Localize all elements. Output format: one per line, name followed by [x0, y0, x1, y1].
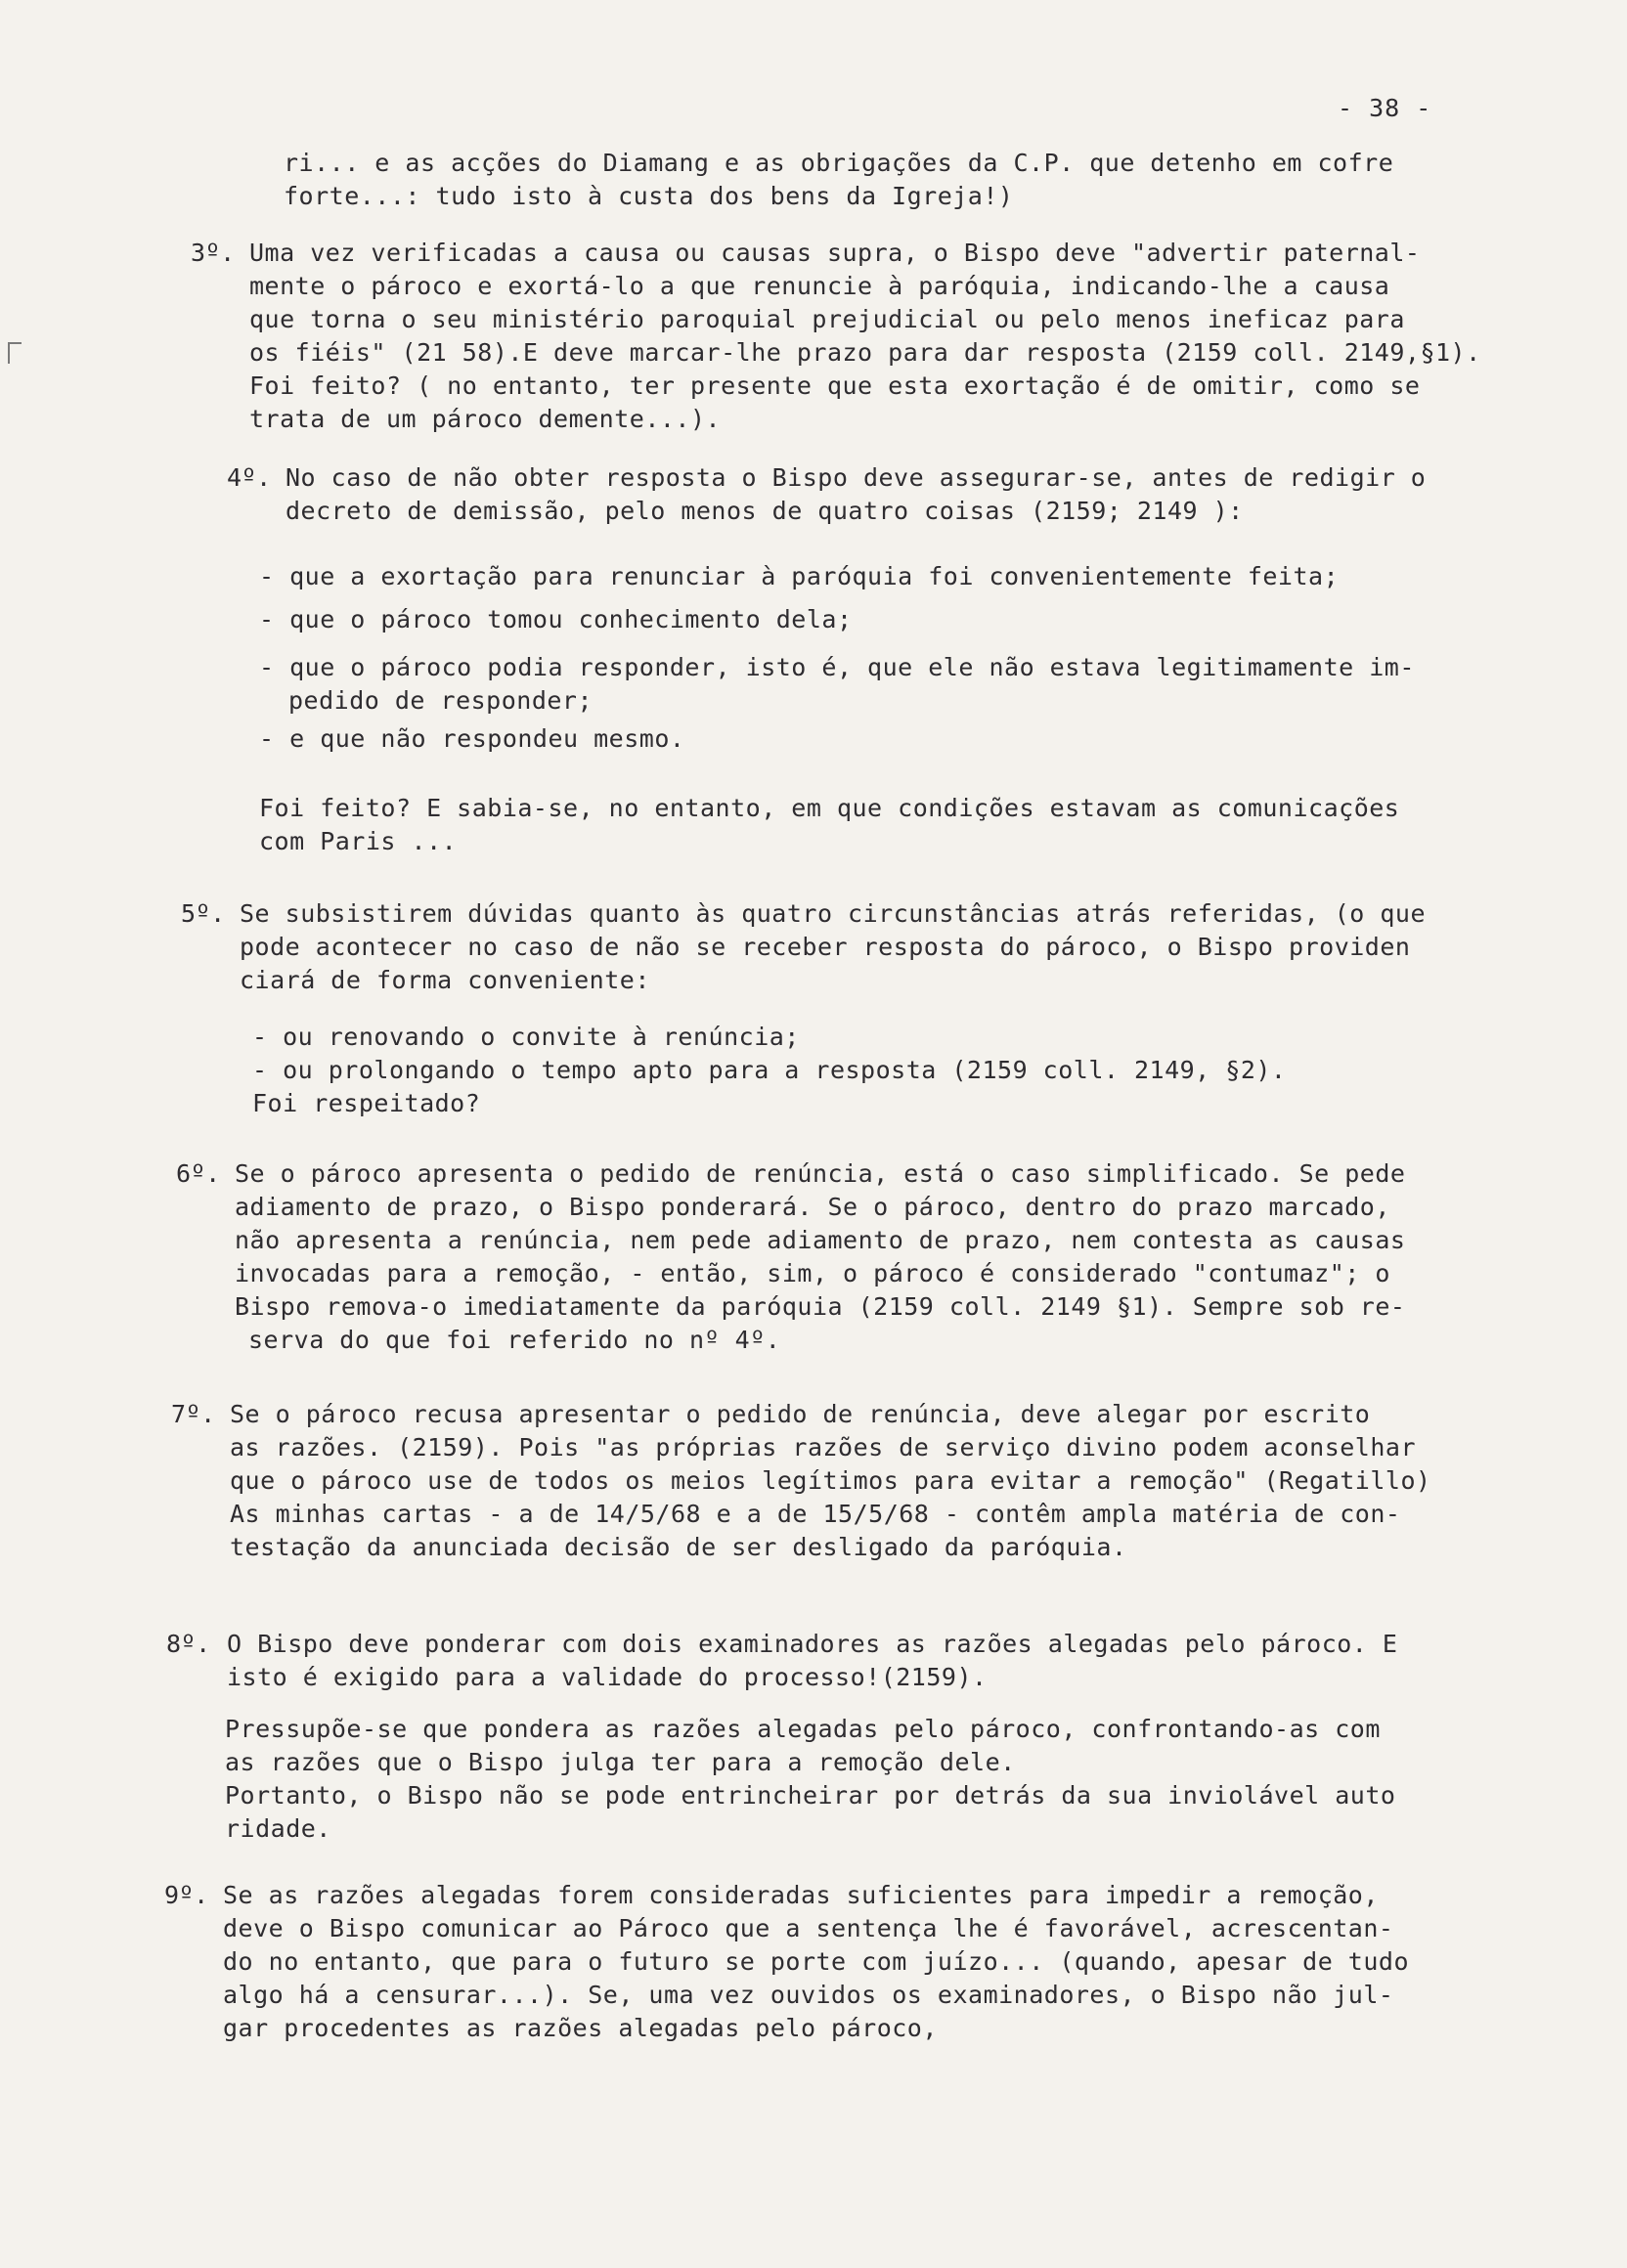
bullet-item: Foi respeitado?: [252, 1089, 481, 1117]
text-line: os fiéis" (21 58).E deve marcar-lhe prazo para dar resposta (2159 coll. 2149,§1).: [249, 338, 1481, 367]
text-line: forte...: tudo isto à custa dos bens da Igreja!): [284, 182, 1014, 210]
text-line: trata de um pároco demente...).: [249, 405, 722, 433]
text-line: com Paris ...: [259, 827, 458, 855]
text-line: Portanto, o Bispo não se pode entrincheirar por detrás da sua inviolável auto: [225, 1781, 1396, 1810]
item-7-paragraph: [230, 1398, 1431, 1564]
text-line: testação da anunciada decisão de ser desligado da paróquia.: [230, 1533, 1127, 1561]
item-number-3: 3º.: [191, 239, 236, 267]
text-line: ri... e as acções do Diamang e as obrigações da C.P. que detenho em cofre: [284, 149, 1394, 177]
text-line: Foi feito? E sabia-se, no entanto, em que condições estavam as comunicações: [259, 794, 1400, 822]
text-line: pode acontecer no caso de não se receber resposta do pároco, o Bispo providen: [240, 933, 1411, 961]
text-line: adiamento de prazo, o Bispo ponderará. Se o pároco, dentro do prazo marcado,: [235, 1193, 1390, 1221]
item-5-bullet-list: [252, 1021, 1287, 1120]
item-5-paragraph: [240, 897, 1426, 997]
text-line: que torna o seu ministério paroquial prejudicial ou pelo menos ineficaz para: [249, 305, 1405, 333]
bullet-item: - ou prolongando o tempo apto para a resposta (2159 coll. 2149, §2).: [252, 1056, 1287, 1084]
item-8-paragraph: [227, 1628, 1397, 1694]
item-number-6: 6º.: [176, 1159, 221, 1188]
bullet-item: - que o pároco tomou conhecimento dela;: [259, 605, 853, 633]
item-number-8: 8º.: [166, 1630, 211, 1658]
text-line: Pressupõe-se que pondera as razões alegadas pelo pároco, confrontando-as com: [225, 1715, 1381, 1743]
item-8-followup: [225, 1713, 1395, 1846]
text-line: gar procedentes as razões alegadas pelo pároco,: [223, 2014, 938, 2042]
text-line: não apresenta a renúncia, nem pede adiamento de prazo, nem contesta as causas: [235, 1226, 1406, 1254]
margin-bracket-mark: [8, 342, 22, 364]
item-number-5: 5º.: [181, 899, 226, 928]
item-6-paragraph: [235, 1157, 1405, 1357]
bullet-item: - que o pároco podia responder, isto é, que ele não estava legitimamente im-: [259, 653, 1415, 681]
text-line: as razões que o Bispo julga ter para a remoção dele.: [225, 1748, 1016, 1776]
text-line: Se o pároco recusa apresentar o pedido de renúncia, deve alegar por escrito: [230, 1400, 1371, 1428]
text-line: Se subsistirem dúvidas quanto às quatro circunstâncias atrás referidas, (o que: [240, 899, 1426, 928]
text-line: Uma vez verificadas a causa ou causas supra, o Bispo deve "advertir paternal-: [249, 239, 1421, 267]
text-line: que o pároco use de todos os meios legítimos para evitar a remoção" (Regatillo): [230, 1466, 1431, 1495]
text-line: invocadas para a remoção, - então, sim, o pároco é considerado "contumaz"; o: [235, 1259, 1390, 1287]
text-line: deve o Bispo comunicar ao Pároco que a sentença lhe é favorável, acrescentan-: [223, 1914, 1394, 1942]
text-line: serva do que foi referido no nº 4º.: [248, 1326, 781, 1354]
text-line: Bispo remova-o imediatamente da paróquia (2159 coll. 2149 §1). Sempre sob re-: [235, 1292, 1406, 1321]
item-3-paragraph: [249, 237, 1481, 436]
intro-paragraph: [284, 147, 1393, 213]
text-line: do no entanto, que para o futuro se porte com juízo... (quando, apesar de tudo: [223, 1947, 1409, 1976]
text-line: No caso de não obter resposta o Bispo deve assegurar-se, antes de redigir o: [286, 463, 1427, 492]
item-number-4: 4º.: [227, 463, 272, 492]
page-number: - 38 -: [1338, 94, 1432, 122]
text-line: ridade.: [225, 1814, 331, 1843]
text-line: Se o pároco apresenta o pedido de renúncia, está o caso simplificado. Se pede: [235, 1159, 1406, 1188]
text-line: Se as razões alegadas forem consideradas suficientes para impedir a remoção,: [223, 1881, 1379, 1909]
bullet-item: - que a exortação para renunciar à paróquia foi convenientemente feita;: [259, 562, 1340, 590]
text-line: mente o pároco e exortá-lo a que renuncie à paróquia, indicando-lhe a causa: [249, 272, 1390, 300]
text-line: O Bispo deve ponderar com dois examinadores as razões alegadas pelo pároco. E: [227, 1630, 1398, 1658]
item-number-9: 9º.: [164, 1881, 209, 1909]
text-line: algo há a censurar...). Se, uma vez ouvidos os examinadores, o Bispo não jul-: [223, 1981, 1394, 2009]
item-4-bullet-list: [259, 555, 1415, 761]
text-line: Foi feito? ( no entanto, ter presente que esta exortação é de omitir, como se: [249, 371, 1421, 400]
bullet-item: - e que não respondeu mesmo.: [259, 724, 685, 753]
item-number-7: 7º.: [171, 1400, 216, 1428]
bullet-item: pedido de responder;: [288, 686, 594, 715]
text-line: decreto de demissão, pelo menos de quatro coisas (2159; 2149 ):: [286, 497, 1244, 525]
item-9-paragraph: [223, 1879, 1409, 2045]
text-line: as razões. (2159). Pois "as próprias razões de serviço divino podem aconselhar: [230, 1433, 1416, 1461]
bullet-item: - ou renovando o convite à renúncia;: [252, 1023, 800, 1051]
item-4-followup: [259, 792, 1399, 858]
text-line: isto é exigido para a validade do processo!(2159).: [227, 1663, 988, 1691]
item-4-paragraph: [286, 461, 1426, 528]
text-line: As minhas cartas - a de 14/5/68 e a de 15/5/68 - contêm ampla matéria de con-: [230, 1500, 1401, 1528]
text-line: ciará de forma conveniente:: [240, 966, 650, 994]
